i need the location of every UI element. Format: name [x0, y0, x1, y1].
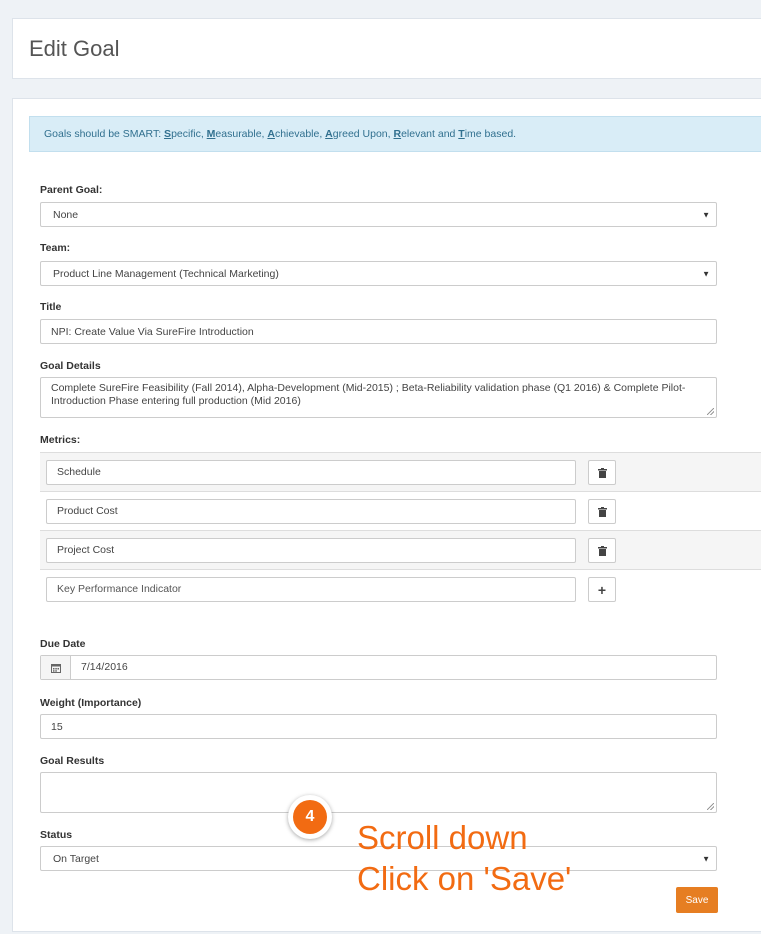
goal-details-label: Goal Details [40, 360, 101, 372]
title-value: NPI: Create Value Via SureFire Introduction [51, 325, 254, 338]
metric-row [40, 452, 761, 491]
info-s: S [164, 128, 172, 140]
team-value: Product Line Management (Technical Marketing) [53, 267, 279, 280]
resize-grip-icon[interactable] [707, 803, 714, 810]
due-date-label: Due Date [40, 638, 86, 650]
plus-icon: + [597, 581, 607, 598]
parent-goal-select[interactable] [40, 202, 717, 227]
status-label: Status [40, 829, 73, 841]
calendar-icon[interactable] [41, 656, 71, 679]
save-button[interactable]: Save [676, 887, 718, 913]
callout-line-2: Click on 'Save' [357, 860, 572, 897]
delete-metric-button[interactable] [588, 538, 616, 563]
weight-input[interactable] [40, 714, 717, 739]
trash-icon [598, 546, 607, 556]
caret-down-icon: ▼ [702, 269, 710, 278]
team-label: Team: [40, 242, 71, 254]
due-date-value: 7/14/2016 [81, 661, 128, 673]
goal-details-line-2: Introduction Phase entering full production (Mid 2016) [51, 395, 301, 407]
goal-details-line-1: Complete SureFire Feasibility (Fall 2014), Alpha-Development (Mid-2015) ; Beta-Reliability validation phase (Q1 2016) & Complete Pilot- [51, 382, 686, 394]
metrics-label: Metrics: [40, 434, 81, 446]
metric-input[interactable]: Project Cost [46, 538, 576, 563]
page-title: Edit Goal [29, 36, 120, 61]
new-metric-input[interactable]: Key Performance Indicator [46, 577, 576, 602]
info-t-rest: ime based. [464, 128, 517, 140]
info-s-rest: pecific, [171, 128, 207, 140]
team-select[interactable] [40, 261, 717, 286]
title-input[interactable] [40, 319, 717, 344]
trash-icon [598, 468, 607, 478]
step-badge [288, 795, 332, 839]
info-m: M [206, 128, 216, 140]
weight-label: Weight (Importance) [40, 697, 142, 709]
page-header [12, 18, 761, 79]
info-a2-rest: greed Upon, [332, 128, 394, 140]
step-number: 4 [293, 800, 327, 834]
info-a1: A [267, 128, 275, 140]
info-prefix: Goals should be SMART: [44, 128, 165, 140]
metric-input[interactable]: Schedule [46, 460, 576, 485]
resize-grip-icon[interactable] [707, 408, 714, 415]
caret-down-icon: ▼ [702, 854, 710, 863]
add-metric-button[interactable] [588, 577, 616, 602]
info-a2: A [325, 128, 333, 140]
callout-line-1: Scroll down [357, 819, 528, 856]
goal-results-label: Goal Results [40, 755, 105, 767]
delete-metric-button[interactable] [588, 460, 616, 485]
metric-row [40, 530, 761, 569]
info-t: T [458, 128, 465, 140]
status-value: On Target [53, 852, 99, 865]
metric-new-row [40, 569, 761, 608]
info-r: R [393, 128, 402, 140]
due-date-input-group[interactable] [40, 655, 717, 680]
parent-goal-label: Parent Goal: [40, 184, 103, 196]
tutorial-callout [357, 817, 571, 899]
goal-results-textarea[interactable] [40, 772, 717, 813]
title-label: Title [40, 301, 62, 313]
goal-details-textarea[interactable] [40, 377, 717, 418]
delete-metric-button[interactable] [588, 499, 616, 524]
metric-input[interactable]: Product Cost [46, 499, 576, 524]
parent-goal-value: None [53, 208, 79, 221]
weight-value: 15 [51, 720, 63, 733]
trash-icon [598, 507, 607, 517]
caret-down-icon: ▼ [702, 210, 710, 219]
metric-row [40, 491, 761, 530]
info-m-rest: easurable, [215, 128, 268, 140]
goal-form [12, 98, 761, 932]
smart-info-alert [29, 116, 761, 152]
info-a1-rest: chievable, [274, 128, 326, 140]
info-r-rest: elevant and [401, 128, 459, 140]
